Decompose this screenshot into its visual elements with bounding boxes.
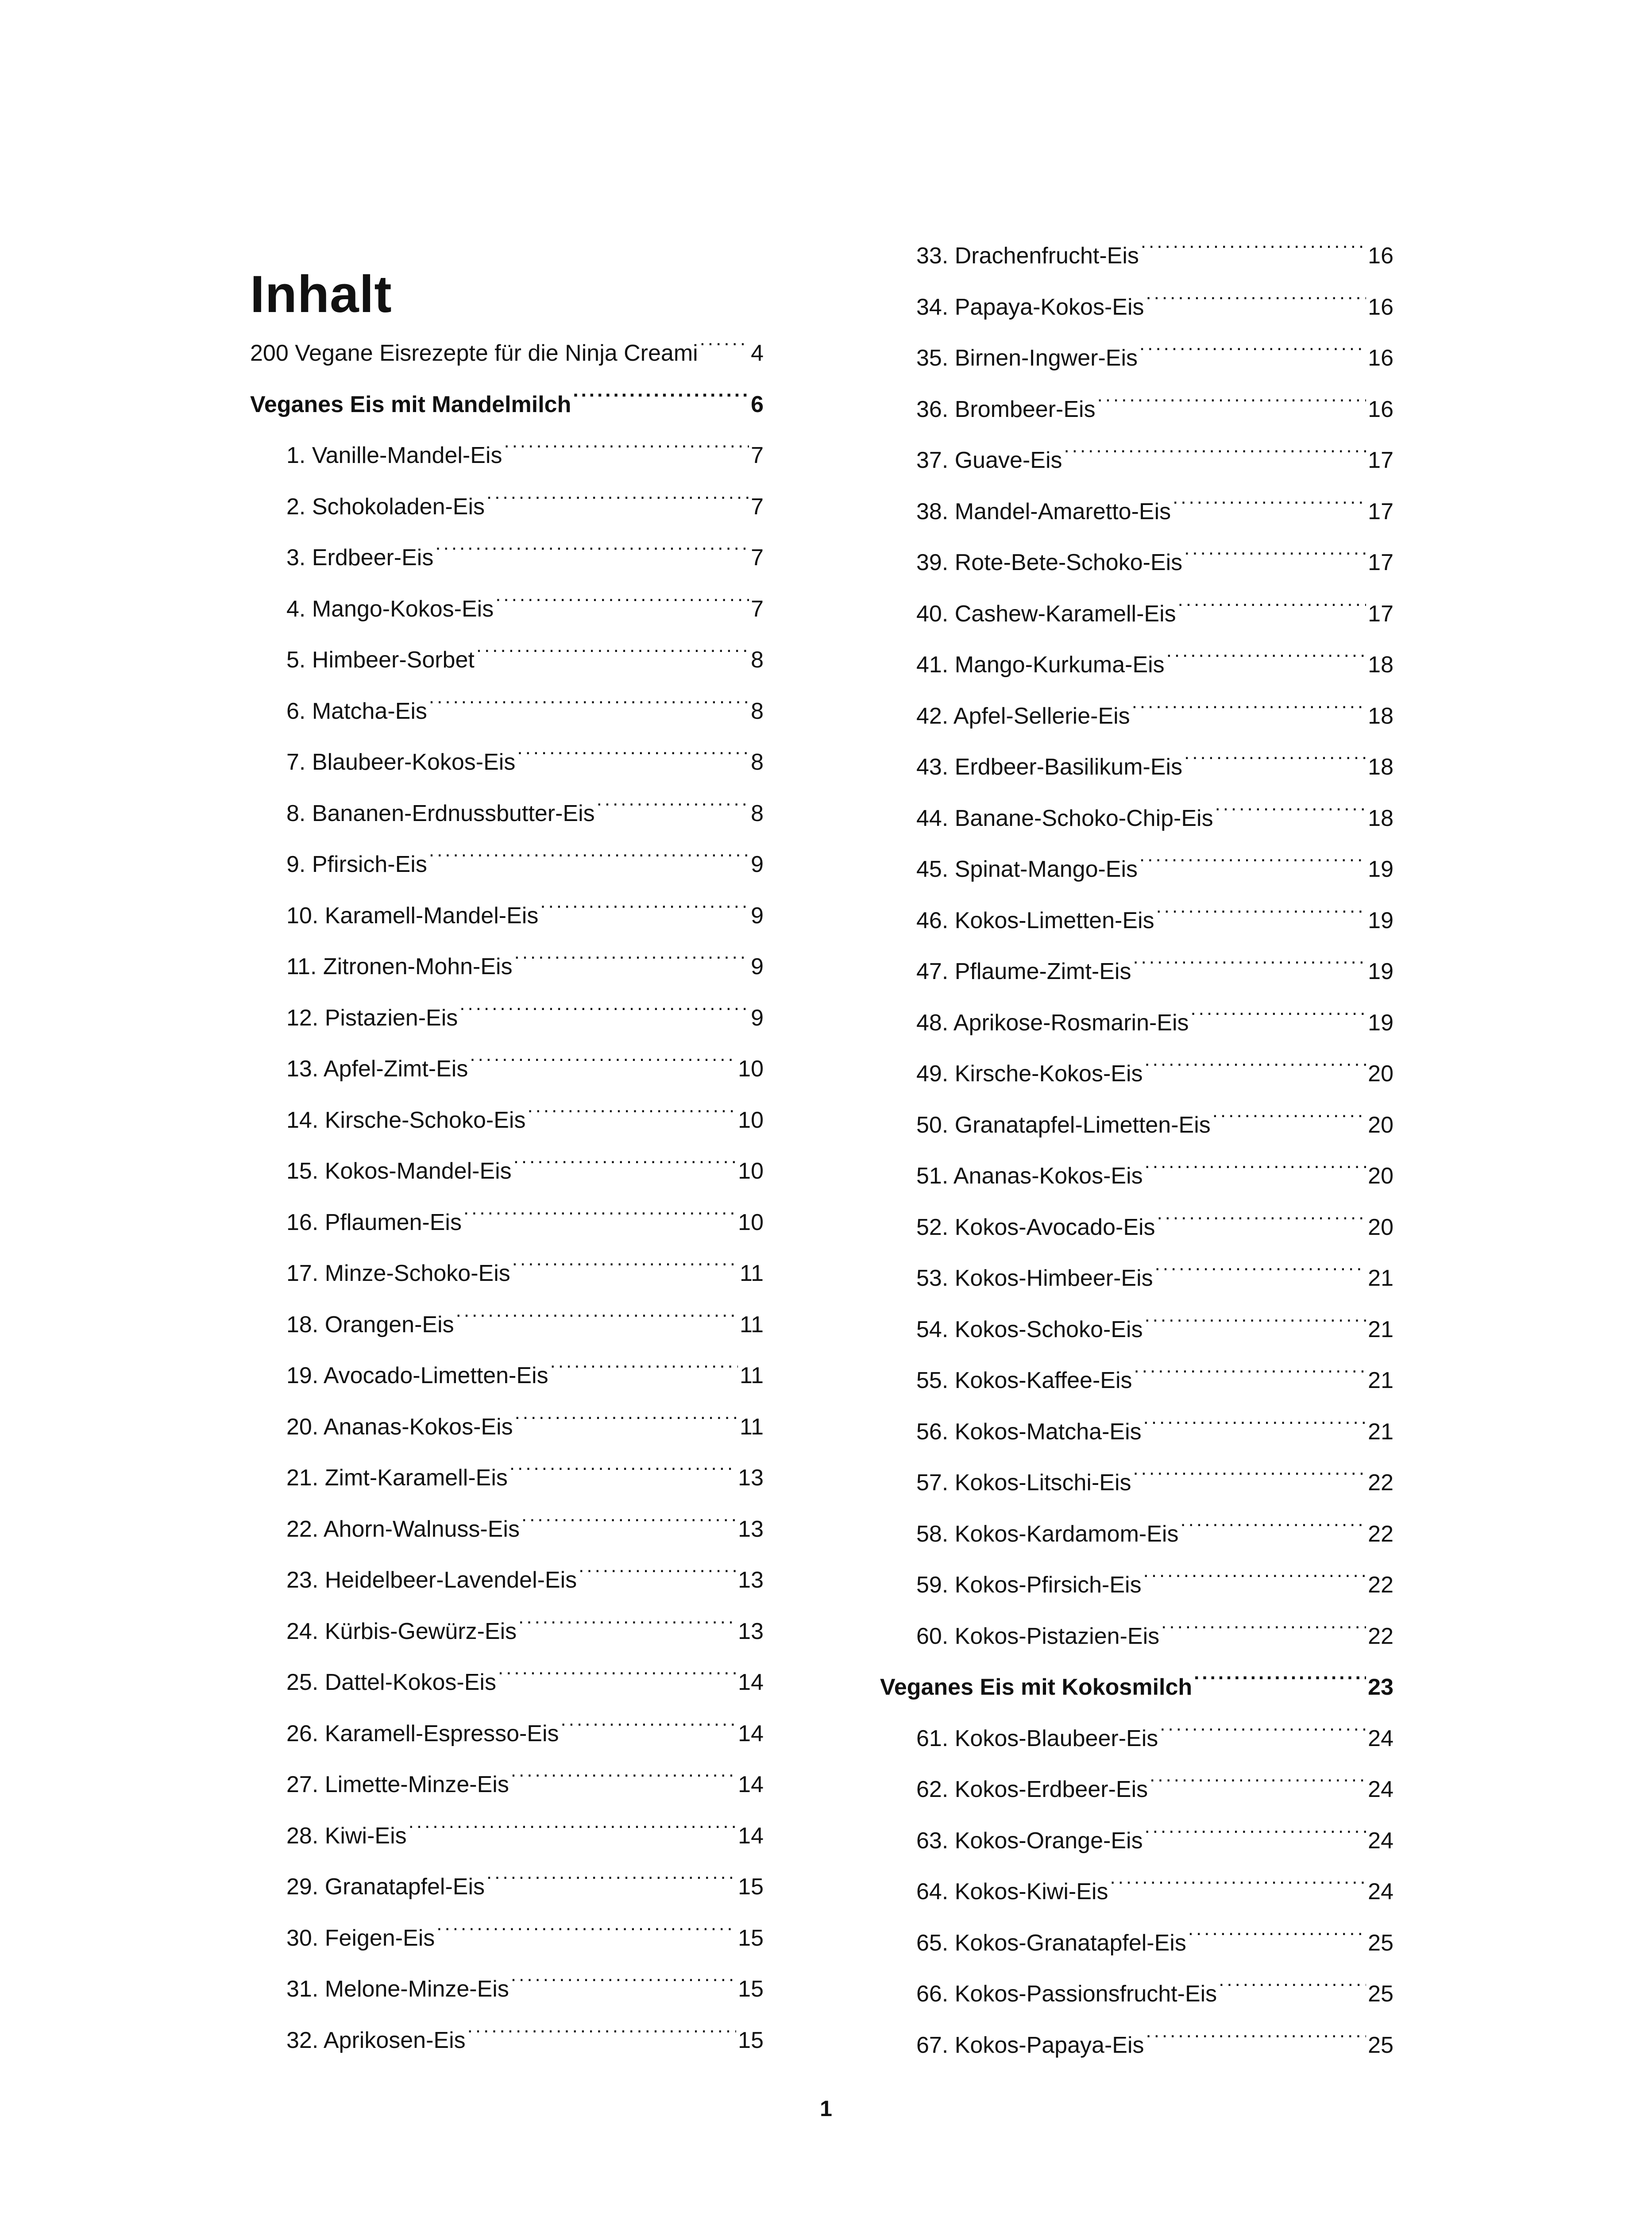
toc-entry-label: 66. Kokos-Passionsfrucht-Eis bbox=[916, 1981, 1217, 2007]
toc-dot-leader bbox=[1145, 1817, 1366, 1848]
toc-dot-leader bbox=[1145, 1306, 1366, 1337]
toc-dot-leader bbox=[504, 432, 749, 463]
toc-section-entry[interactable] bbox=[250, 330, 764, 369]
toc-entry-label: 52. Kokos-Avocado-Eis bbox=[916, 1214, 1155, 1240]
toc-dot-leader bbox=[459, 995, 749, 1026]
toc-entry-label: 57. Kokos-Litschi-Eis bbox=[916, 1470, 1131, 1496]
toc-entry-label: 42. Apfel-Sellerie-Eis bbox=[916, 703, 1130, 729]
toc-dot-leader bbox=[1145, 1050, 1366, 1081]
toc-entry-label: 25. Dattel-Kokos-Eis bbox=[286, 1669, 496, 1695]
toc-entry-page: 8 bbox=[751, 647, 764, 673]
toc-entry-label: 45. Spinat-Mango-Eis bbox=[916, 856, 1138, 882]
toc-entry[interactable] bbox=[916, 1102, 1393, 1141]
toc-entry[interactable] bbox=[286, 1301, 764, 1340]
toc-entry-page: 24 bbox=[1368, 1879, 1393, 1905]
toc-dot-leader bbox=[1143, 1408, 1366, 1439]
toc-dot-leader bbox=[1132, 693, 1366, 724]
toc-entry-label: Veganes Eis mit Mandelmilch bbox=[250, 391, 571, 417]
toc-entry[interactable] bbox=[916, 1511, 1393, 1550]
toc-dot-leader bbox=[517, 739, 749, 770]
toc-entry[interactable] bbox=[916, 1153, 1393, 1191]
toc-entry-label: 63. Kokos-Orange-Eis bbox=[916, 1827, 1143, 1854]
toc-dot-leader bbox=[1146, 284, 1366, 315]
toc-entry-page: 8 bbox=[751, 698, 764, 724]
toc-dot-leader bbox=[579, 1557, 736, 1588]
toc-entry[interactable] bbox=[916, 641, 1393, 680]
toc-dot-leader bbox=[1133, 1459, 1366, 1490]
toc-dot-leader bbox=[1215, 795, 1366, 826]
toc-entry-page: 7 bbox=[751, 493, 764, 520]
toc-entry-page: 11 bbox=[740, 1311, 764, 1338]
toc-entry[interactable] bbox=[286, 1761, 764, 1800]
toc-dot-leader bbox=[436, 1915, 736, 1946]
toc-entry-label: 200 Vegane Eisrezepte für die Ninja Creami bbox=[250, 340, 698, 366]
toc-entry-label: 30. Feigen-Eis bbox=[286, 1925, 435, 1951]
toc-entry[interactable] bbox=[286, 1250, 764, 1289]
toc-dot-leader bbox=[1194, 1664, 1366, 1695]
toc-entry-label: 40. Cashew-Karamell-Eis bbox=[916, 601, 1176, 627]
toc-dot-leader bbox=[1150, 1766, 1366, 1797]
toc-entry-label: 11. Zitronen-Mohn-Eis bbox=[286, 954, 513, 979]
toc-entry[interactable] bbox=[916, 1306, 1393, 1345]
toc-dot-leader bbox=[1219, 1970, 1366, 2001]
toc-entry[interactable] bbox=[286, 1454, 764, 1493]
toc-dot-leader bbox=[1188, 1920, 1366, 1951]
toc-entry-page: 9 bbox=[751, 1005, 764, 1031]
toc-entry-label: 55. Kokos-Kaffee-Eis bbox=[916, 1368, 1132, 1393]
toc-entry-page: 10 bbox=[738, 1209, 764, 1235]
toc-entry-label: 32. Aprikosen-Eis bbox=[286, 2027, 466, 2053]
toc-entry-page: 15 bbox=[738, 1976, 764, 2002]
toc-dot-leader bbox=[511, 1966, 736, 1997]
toc-entry-page: 21 bbox=[1368, 1316, 1393, 1342]
toc-dot-leader bbox=[1064, 437, 1366, 468]
toc-dot-leader bbox=[512, 1250, 738, 1281]
toc-dot-leader bbox=[1146, 2022, 1366, 2053]
toc-dot-leader bbox=[1184, 539, 1366, 570]
toc-entry-page: 21 bbox=[1368, 1265, 1393, 1291]
toc-dot-leader bbox=[550, 1352, 738, 1383]
toc-dot-leader bbox=[1133, 948, 1366, 979]
toc-entry[interactable] bbox=[916, 1613, 1393, 1652]
toc-entry-label: 29. Granatapfel-Eis bbox=[286, 1874, 485, 1900]
toc-entry[interactable] bbox=[286, 1097, 764, 1136]
toc-entry[interactable] bbox=[286, 636, 764, 675]
toc-entry-label: 44. Banane-Schoko-Chip-Eis bbox=[916, 805, 1213, 831]
toc-entry[interactable] bbox=[916, 693, 1393, 732]
toc-entry-page: 19 bbox=[1368, 959, 1393, 984]
toc-entry-page: 20 bbox=[1368, 1112, 1393, 1138]
toc-entry-page: 13 bbox=[738, 1465, 764, 1491]
toc-dot-leader bbox=[1212, 1102, 1366, 1133]
toc-entry-label: 54. Kokos-Schoko-Eis bbox=[916, 1316, 1143, 1342]
toc-dot-leader bbox=[435, 534, 749, 565]
toc-dot-leader bbox=[511, 1761, 736, 1792]
toc-entry-label: 47. Pflaume-Zimt-Eis bbox=[916, 959, 1131, 984]
toc-entry-label: 53. Kokos-Himbeer-Eis bbox=[916, 1265, 1153, 1291]
toc-entry[interactable] bbox=[286, 1403, 764, 1442]
toc-entry[interactable] bbox=[916, 539, 1393, 578]
toc-entry-page: 21 bbox=[1368, 1368, 1393, 1393]
toc-entry-label: 19. Avocado-Limetten-Eis bbox=[286, 1363, 548, 1388]
toc-entry-page: 7 bbox=[751, 545, 764, 571]
toc-entry[interactable] bbox=[286, 841, 764, 880]
toc-entry-label: 7. Blaubeer-Kokos-Eis bbox=[286, 749, 516, 775]
toc-entry[interactable] bbox=[286, 1557, 764, 1596]
toc-entry-label: 43. Erdbeer-Basilikum-Eis bbox=[916, 754, 1183, 780]
toc-entry-page: 11 bbox=[740, 1261, 764, 1286]
toc-entry[interactable] bbox=[916, 232, 1393, 271]
toc-entry-page: 20 bbox=[1368, 1061, 1393, 1087]
toc-entry-page: 19 bbox=[1368, 1010, 1393, 1036]
toc-entry[interactable] bbox=[286, 534, 764, 573]
toc-entry-label: 67. Kokos-Papaya-Eis bbox=[916, 2032, 1144, 2058]
toc-entry-page: 11 bbox=[740, 1363, 764, 1388]
toc-entry-label: 36. Brombeer-Eis bbox=[916, 396, 1096, 422]
toc-section-entry[interactable] bbox=[880, 1664, 1393, 1703]
toc-entry[interactable] bbox=[286, 1506, 764, 1545]
page-number: 1 bbox=[820, 2096, 832, 2121]
toc-entry-page: 9 bbox=[751, 852, 764, 877]
toc-dot-leader bbox=[467, 2017, 737, 2048]
toc-entry-label: 59. Kokos-Pfirsich-Eis bbox=[916, 1572, 1142, 1598]
toc-entry[interactable] bbox=[916, 2022, 1393, 2061]
toc-entry[interactable] bbox=[916, 488, 1393, 527]
toc-entry[interactable] bbox=[286, 432, 764, 471]
toc-entry[interactable] bbox=[916, 590, 1393, 629]
toc-dot-leader bbox=[476, 636, 749, 667]
toc-dot-leader bbox=[456, 1301, 738, 1332]
toc-entry-label: 61. Kokos-Blaubeer-Eis bbox=[916, 1725, 1158, 1751]
toc-entry[interactable] bbox=[916, 1050, 1393, 1089]
toc-entry-page: 22 bbox=[1368, 1623, 1393, 1649]
toc-entry-page: 9 bbox=[751, 954, 764, 979]
toc-entry[interactable] bbox=[916, 1817, 1393, 1856]
toc-dot-leader bbox=[518, 1608, 736, 1639]
toc-entry-page: 10 bbox=[738, 1107, 764, 1133]
toc-entry-page: 17 bbox=[1368, 550, 1393, 575]
toc-dot-leader bbox=[540, 892, 749, 923]
toc-entry-page: 14 bbox=[738, 1823, 764, 1849]
toc-entry-label: 51. Ananas-Kokos-Eis bbox=[916, 1163, 1143, 1189]
toc-entry-page: 11 bbox=[740, 1414, 764, 1440]
toc-entry[interactable] bbox=[286, 1710, 764, 1749]
toc-entry-label: 2. Schokoladen-Eis bbox=[286, 493, 485, 520]
toc-entry[interactable] bbox=[916, 386, 1393, 425]
toc-entry[interactable] bbox=[286, 586, 764, 625]
toc-entry[interactable] bbox=[286, 1915, 764, 1954]
toc-dot-leader bbox=[1184, 744, 1366, 775]
toc-entry[interactable] bbox=[916, 284, 1393, 323]
toc-entry[interactable] bbox=[916, 999, 1393, 1038]
toc-entry[interactable] bbox=[286, 995, 764, 1033]
toc-dot-leader bbox=[1110, 1868, 1366, 1899]
toc-entry-page: 7 bbox=[751, 443, 764, 468]
toc-dot-leader bbox=[1173, 488, 1366, 519]
toc-entry[interactable] bbox=[286, 1966, 764, 2005]
toc-entry-page: 16 bbox=[1368, 396, 1393, 422]
toc-entry[interactable] bbox=[286, 1045, 764, 1084]
toc-entry-page: 25 bbox=[1368, 1930, 1393, 1956]
toc-entry-page: 15 bbox=[738, 1874, 764, 1900]
toc-entry-label: 31. Melone-Minze-Eis bbox=[286, 1976, 509, 2002]
toc-entry-label: 37. Guave-Eis bbox=[916, 447, 1062, 473]
toc-dot-leader bbox=[597, 790, 749, 821]
toc-dot-leader bbox=[1161, 1613, 1366, 1644]
toc-dot-leader bbox=[1178, 590, 1366, 621]
toc-dot-leader bbox=[1097, 386, 1366, 417]
toc-entry[interactable] bbox=[916, 437, 1393, 476]
toc-dot-leader bbox=[429, 688, 749, 719]
toc-entry-label: 10. Karamell-Mandel-Eis bbox=[286, 902, 539, 929]
toc-entry-page: 25 bbox=[1368, 1981, 1393, 2007]
toc-entry-page: 4 bbox=[751, 340, 764, 366]
toc-dot-leader bbox=[1191, 999, 1366, 1030]
toc-dot-leader bbox=[1156, 897, 1366, 928]
toc-entry-page: 10 bbox=[738, 1158, 764, 1184]
toc-entry-page: 16 bbox=[1368, 345, 1393, 371]
toc-entry[interactable] bbox=[916, 1255, 1393, 1294]
toc-entry-label: 24. Kürbis-Gewürz-Eis bbox=[286, 1618, 517, 1644]
toc-entry-page: 24 bbox=[1368, 1827, 1393, 1854]
toc-entry-page: 8 bbox=[751, 749, 764, 775]
toc-entry-page: 22 bbox=[1368, 1470, 1393, 1496]
toc-dot-leader bbox=[409, 1812, 737, 1843]
toc-dot-leader bbox=[1180, 1511, 1366, 1542]
toc-entry-page: 19 bbox=[1368, 856, 1393, 882]
toc-entry-page: 23 bbox=[1368, 1674, 1393, 1700]
toc-entry-label: 17. Minze-Schoko-Eis bbox=[286, 1261, 510, 1286]
toc-entry-label: 5. Himbeer-Sorbet bbox=[286, 647, 475, 673]
toc-entry-label: 50. Granatapfel-Limetten-Eis bbox=[916, 1112, 1211, 1138]
toc-entry[interactable] bbox=[916, 1204, 1393, 1243]
toc-entry[interactable] bbox=[916, 744, 1393, 783]
toc-entry[interactable] bbox=[286, 790, 764, 829]
toc-entry[interactable] bbox=[916, 1561, 1393, 1600]
toc-dot-leader bbox=[514, 943, 749, 974]
toc-entry-page: 14 bbox=[738, 1669, 764, 1695]
toc-dot-leader bbox=[515, 1403, 738, 1434]
toc-entry-label: 4. Mango-Kokos-Eis bbox=[286, 596, 494, 622]
toc-entry[interactable] bbox=[286, 739, 764, 778]
toc-entry-label: 62. Kokos-Erdbeer-Eis bbox=[916, 1777, 1148, 1802]
toc-entry[interactable] bbox=[286, 483, 764, 522]
toc-dot-leader bbox=[1145, 1153, 1366, 1184]
toc-entry-page: 19 bbox=[1368, 907, 1393, 933]
toc-entry-page: 16 bbox=[1368, 243, 1393, 269]
page-title: Inhalt bbox=[250, 265, 392, 324]
toc-entry-label: 26. Karamell-Espresso-Eis bbox=[286, 1720, 559, 1746]
toc-entry-label: 39. Rote-Bete-Schoko-Eis bbox=[916, 550, 1183, 575]
toc-dot-leader bbox=[1141, 232, 1366, 263]
toc-dot-leader bbox=[1134, 1357, 1366, 1388]
toc-dot-leader bbox=[561, 1710, 737, 1741]
toc-dot-leader bbox=[1139, 846, 1366, 877]
toc-entry-label: 15. Kokos-Mandel-Eis bbox=[286, 1158, 512, 1184]
toc-entry[interactable] bbox=[286, 1352, 764, 1391]
toc-entry[interactable] bbox=[916, 1408, 1393, 1447]
toc-entry-label: 6. Matcha-Eis bbox=[286, 698, 427, 724]
toc-entry-label: 35. Birnen-Ingwer-Eis bbox=[916, 345, 1138, 371]
toc-entry-label: 33. Drachenfrucht-Eis bbox=[916, 243, 1139, 269]
toc-entry-label: 46. Kokos-Limetten-Eis bbox=[916, 907, 1154, 933]
toc-dot-leader bbox=[470, 1045, 736, 1076]
toc-dot-leader bbox=[1139, 335, 1366, 366]
toc-entry-page: 18 bbox=[1368, 754, 1393, 780]
toc-entry-page: 25 bbox=[1368, 2032, 1393, 2058]
toc-dot-leader bbox=[509, 1454, 736, 1485]
toc-dot-leader bbox=[486, 483, 749, 514]
toc-entry[interactable] bbox=[916, 846, 1393, 885]
toc-dot-leader bbox=[463, 1199, 736, 1230]
toc-entry-label: 27. Limette-Minze-Eis bbox=[286, 1772, 509, 1797]
toc-entry-label: 41. Mango-Kurkuma-Eis bbox=[916, 652, 1165, 678]
toc-entry-label: Veganes Eis mit Kokosmilch bbox=[880, 1674, 1193, 1700]
toc-entry-page: 15 bbox=[738, 2027, 764, 2053]
toc-entry-page: 16 bbox=[1368, 294, 1393, 320]
toc-entry-label: 8. Bananen-Erdnussbutter-Eis bbox=[286, 800, 595, 826]
toc-entry-page: 24 bbox=[1368, 1777, 1393, 1802]
toc-entry-label: 18. Orangen-Eis bbox=[286, 1311, 454, 1338]
toc-entry-page: 13 bbox=[738, 1567, 764, 1593]
toc-entry-label: 16. Pflaumen-Eis bbox=[286, 1209, 462, 1235]
toc-entry-page: 14 bbox=[738, 1772, 764, 1797]
toc-entry-page: 20 bbox=[1368, 1163, 1393, 1189]
toc-entry-label: 34. Papaya-Kokos-Eis bbox=[916, 294, 1144, 320]
toc-dot-leader bbox=[495, 586, 749, 617]
toc-entry-label: 28. Kiwi-Eis bbox=[286, 1823, 407, 1849]
toc-entry[interactable] bbox=[286, 1659, 764, 1698]
toc-dot-leader bbox=[1155, 1255, 1366, 1286]
toc-entry[interactable] bbox=[916, 1868, 1393, 1907]
toc-entry-page: 17 bbox=[1368, 498, 1393, 524]
toc-dot-leader bbox=[1157, 1204, 1366, 1235]
toc-entry-label: 14. Kirsche-Schoko-Eis bbox=[286, 1107, 526, 1133]
toc-entry-label: 20. Ananas-Kokos-Eis bbox=[286, 1414, 513, 1440]
toc-entry[interactable] bbox=[286, 1608, 764, 1647]
toc-entry-label: 58. Kokos-Kardamom-Eis bbox=[916, 1521, 1179, 1547]
toc-entry-page: 13 bbox=[738, 1618, 764, 1644]
toc-entry-page: 22 bbox=[1368, 1521, 1393, 1547]
toc-dot-leader bbox=[513, 1148, 736, 1179]
toc-entry[interactable] bbox=[916, 795, 1393, 834]
toc-entry-page: 18 bbox=[1368, 805, 1393, 831]
toc-entry[interactable] bbox=[916, 1970, 1393, 2009]
toc-entry-page: 22 bbox=[1368, 1572, 1393, 1598]
toc-dot-leader bbox=[700, 330, 749, 361]
toc-entry-label: 1. Vanille-Mandel-Eis bbox=[286, 443, 502, 468]
toc-entry[interactable] bbox=[916, 948, 1393, 987]
toc-entry-label: 60. Kokos-Pistazien-Eis bbox=[916, 1623, 1160, 1649]
toc-entry-page: 21 bbox=[1368, 1419, 1393, 1445]
toc-entry-label: 9. Pfirsich-Eis bbox=[286, 852, 427, 877]
toc-entry[interactable] bbox=[286, 1199, 764, 1238]
toc-entry-page: 9 bbox=[751, 902, 764, 929]
toc-entry[interactable] bbox=[916, 335, 1393, 374]
toc-entry[interactable] bbox=[286, 1863, 764, 1902]
toc-entry[interactable] bbox=[916, 1766, 1393, 1805]
toc-entry-page: 15 bbox=[738, 1925, 764, 1951]
toc-dot-leader bbox=[486, 1863, 736, 1894]
toc-dot-leader bbox=[1143, 1561, 1366, 1592]
toc-entry-page: 6 bbox=[751, 391, 764, 417]
toc-entry[interactable] bbox=[916, 897, 1393, 936]
toc-entry[interactable] bbox=[286, 1812, 764, 1851]
toc-entry[interactable] bbox=[286, 688, 764, 727]
toc-dot-leader bbox=[1160, 1715, 1366, 1746]
toc-entry[interactable] bbox=[916, 1920, 1393, 1959]
toc-entry-label: 38. Mandel-Amaretto-Eis bbox=[916, 498, 1171, 524]
toc-entry-page: 7 bbox=[751, 596, 764, 622]
toc-entry-label: 65. Kokos-Granatapfel-Eis bbox=[916, 1930, 1186, 1956]
toc-entry[interactable] bbox=[916, 1715, 1393, 1754]
toc-entry-label: 48. Aprikose-Rosmarin-Eis bbox=[916, 1010, 1189, 1036]
toc-entry[interactable] bbox=[286, 1148, 764, 1187]
toc-entry-label: 49. Kirsche-Kokos-Eis bbox=[916, 1061, 1143, 1087]
toc-entry-page: 17 bbox=[1368, 447, 1393, 473]
toc-entry[interactable] bbox=[286, 943, 764, 982]
toc-entry-page: 20 bbox=[1368, 1214, 1393, 1240]
toc-entry-label: 12. Pistazien-Eis bbox=[286, 1005, 458, 1031]
toc-dot-leader bbox=[1166, 641, 1366, 672]
toc-entry-label: 21. Zimt-Karamell-Eis bbox=[286, 1465, 508, 1491]
toc-entry[interactable] bbox=[916, 1459, 1393, 1498]
toc-entry-label: 22. Ahorn-Walnuss-Eis bbox=[286, 1516, 520, 1542]
toc-entry-label: 23. Heidelbeer-Lavendel-Eis bbox=[286, 1567, 577, 1593]
toc-entry[interactable] bbox=[286, 892, 764, 931]
toc-entry-page: 8 bbox=[751, 800, 764, 826]
toc-entry[interactable] bbox=[286, 2017, 764, 2056]
toc-entry[interactable] bbox=[916, 1357, 1393, 1396]
toc-entry-page: 17 bbox=[1368, 601, 1393, 627]
toc-entry-label: 13. Apfel-Zimt-Eis bbox=[286, 1056, 468, 1082]
toc-entry-label: 56. Kokos-Matcha-Eis bbox=[916, 1419, 1142, 1445]
toc-entry-page: 24 bbox=[1368, 1725, 1393, 1751]
toc-entry-page: 13 bbox=[738, 1516, 764, 1542]
toc-dot-leader bbox=[527, 1097, 736, 1128]
toc-entry-label: 64. Kokos-Kiwi-Eis bbox=[916, 1879, 1108, 1905]
toc-entry-page: 18 bbox=[1368, 703, 1393, 729]
toc-entry-page: 14 bbox=[738, 1720, 764, 1746]
toc-entry-page: 18 bbox=[1368, 652, 1393, 678]
toc-dot-leader bbox=[573, 381, 749, 412]
toc-entry-label: 3. Erdbeer-Eis bbox=[286, 545, 434, 571]
toc-section-entry[interactable] bbox=[250, 381, 764, 420]
toc-dot-leader bbox=[498, 1659, 736, 1690]
toc-dot-leader bbox=[429, 841, 749, 872]
toc-entry-page: 10 bbox=[738, 1056, 764, 1082]
toc-dot-leader bbox=[521, 1506, 736, 1537]
